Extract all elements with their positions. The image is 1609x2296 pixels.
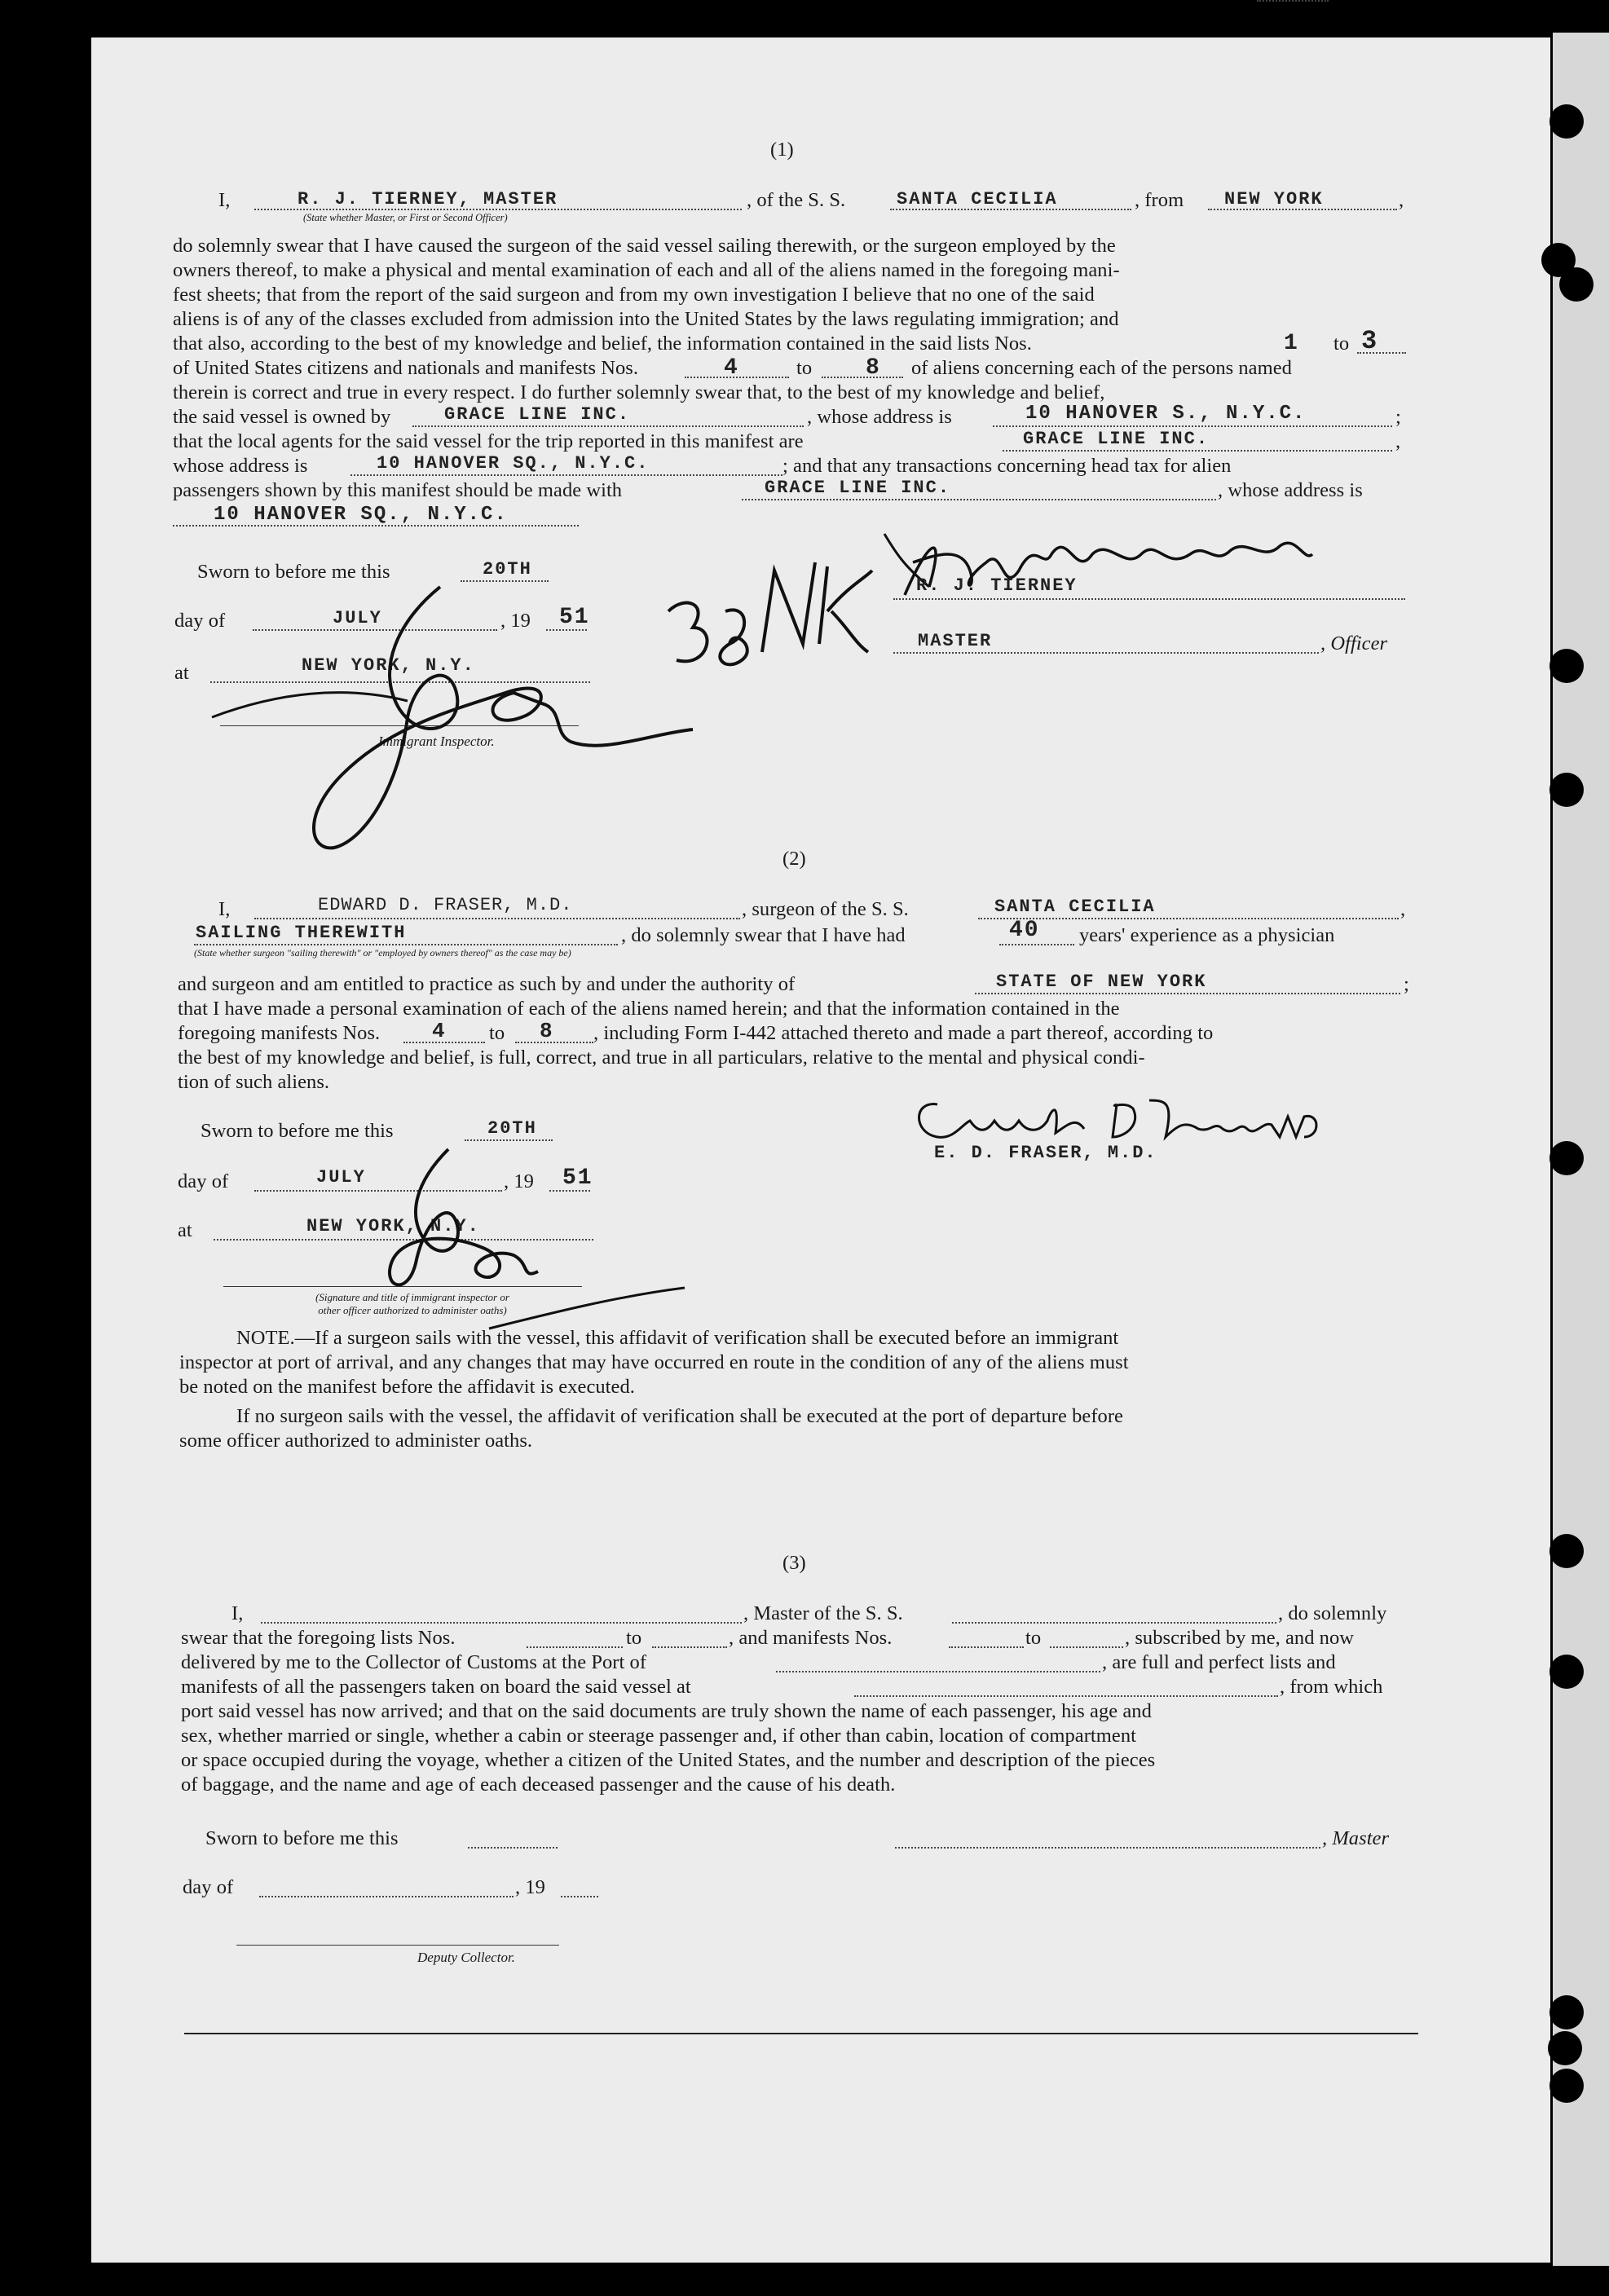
signer-typed-name: R. J. TIERNEY xyxy=(916,575,1078,596)
note-line-1 xyxy=(236,1327,1118,1350)
note-text: —If a surgeon sails with the vessel, this affidavit of verification shall be executed before an immigrant xyxy=(294,1327,1119,1349)
comma: , xyxy=(1395,430,1401,452)
fill-line xyxy=(893,652,1319,654)
punch-hole xyxy=(1548,2031,1582,2065)
lists-to-field: 3 xyxy=(1361,326,1379,356)
section-number: (3) xyxy=(782,1552,806,1574)
manifests-to-field: 8 xyxy=(540,1019,554,1043)
manifests-to-field: 8 xyxy=(866,355,881,381)
fill-line xyxy=(742,499,1216,500)
head-tax-address-field: 10 HANOVER SQ., N.Y.C. xyxy=(214,504,508,526)
paragraph-line: passengers shown by this manifest should be made with xyxy=(173,479,623,501)
year-prefix: , 19 xyxy=(515,1876,545,1898)
punch-hole xyxy=(1549,2069,1584,2103)
line-text: delivered by me to the Collector of Customs at the Port of xyxy=(181,1651,647,1673)
place-field: NEW YORK, N.Y. xyxy=(306,1216,480,1236)
sworn-day-field: 20TH xyxy=(487,1118,537,1139)
including-text: , including Form I-442 attached thereto and made a part thereof, according to xyxy=(593,1022,1214,1044)
paragraph-line: therein is correct and true in every respect. I do further solemnly swear that, to the best of my knowledge and belief, xyxy=(173,381,1105,403)
head-tax-text: ; and that any transactions concerning head tax for alien xyxy=(782,455,1232,477)
year-field: 51 xyxy=(559,605,590,630)
authority-field: STATE OF NEW YORK xyxy=(996,972,1207,992)
line-text: , from which xyxy=(1280,1676,1383,1698)
paragraph-line: and surgeon and am entitled to practice as such by and under the authority of xyxy=(178,973,796,995)
ship-name-field: SANTA CECILIA xyxy=(994,897,1156,917)
day-of-label: day of xyxy=(174,610,226,632)
to-label: to xyxy=(626,1627,642,1649)
surgeon-name-field: EDWARD D. FRASER, M.D. xyxy=(318,895,573,915)
punch-hole xyxy=(1549,1141,1584,1175)
fill-line xyxy=(194,944,618,945)
at-label: at xyxy=(178,1219,192,1241)
surgeon-typed-name: E. D. FRASER, M.D. xyxy=(934,1143,1157,1163)
of-ss-label: , of the S. S. xyxy=(747,189,846,211)
signature-note: other officer authorized to administer oaths) xyxy=(318,1304,507,1316)
sailing-field: SAILING THEREWITH xyxy=(196,923,407,943)
deputy-label: Deputy Collector. xyxy=(417,1950,515,1965)
note-line: be noted on the manifest before the affidavit is executed. xyxy=(179,1376,635,1398)
do-solemnly-label: , do solemnly xyxy=(1278,1602,1387,1624)
sworn-label: Sworn to before me this xyxy=(201,1120,394,1142)
signature-line xyxy=(236,1945,559,1946)
paragraph-line: the said vessel is owned by xyxy=(173,406,391,428)
paragraph-line: the best of my knowledge and belief, is full, correct, and true in all particulars, relative to the mental and physical condi- xyxy=(178,1047,1145,1069)
paragraph-line: whose address is xyxy=(173,455,308,477)
bottom-rule xyxy=(184,2033,1418,2034)
fill-line xyxy=(893,598,1405,600)
paragraph-line: sex, whether married or single, whether a cabin or steerage passenger and, if other than cabin, location of compartment xyxy=(181,1725,1136,1747)
fill-line xyxy=(527,1646,623,1648)
fill-line xyxy=(468,1847,558,1849)
years-exp-label: years' experience as a physician xyxy=(1079,924,1335,946)
paragraph-line: port said vessel has now arrived; and that on the said documents are truly shown the name of each passenger, his age and xyxy=(181,1700,1152,1722)
paragraph-line: that the local agents for the said vessel for the trip reported in this manifest are xyxy=(173,430,804,452)
of-aliens-text: of aliens concerning each of the persons named xyxy=(911,357,1292,379)
agents-field: GRACE LINE INC. xyxy=(1023,429,1210,449)
punch-hole xyxy=(1549,773,1584,807)
section-number: (1) xyxy=(770,139,794,161)
inspector-signature-2 xyxy=(326,1141,750,1345)
paragraph-line: that also, according to the best of my knowledge and belief, the information contained in the said lists Nos. xyxy=(173,333,1032,355)
signer-title: MASTER xyxy=(918,631,993,651)
inspector-signature xyxy=(277,571,701,864)
fill-line xyxy=(978,918,1399,919)
paragraph-line: of baggage, and the name and age of each deceased passenger and the cause of his death. xyxy=(181,1774,896,1796)
fill-line xyxy=(975,993,1400,994)
year-prefix: , 19 xyxy=(500,610,531,632)
i-label: I, xyxy=(231,1602,244,1624)
sworn-label: Sworn to before me this xyxy=(205,1827,399,1849)
manifests-from-field: 4 xyxy=(432,1019,447,1043)
fill-line xyxy=(515,1042,593,1043)
comma: , xyxy=(1399,189,1404,211)
i-label: I, xyxy=(218,898,231,920)
punch-hole xyxy=(1549,104,1584,139)
paragraph-line: that I have made a personal examination of each of the aliens named herein; and that the information contained in the xyxy=(178,998,1120,1020)
fill-line xyxy=(822,377,903,378)
note-line: inspector at port of arrival, and any changes that may have occurred en route in the condition of any of the aliens must xyxy=(179,1351,1129,1373)
i-label: I, xyxy=(218,189,231,211)
paragraph-line: do solemnly swear that I have caused the surgeon of the said vessel sailing therewith, or the surgeon employed by the xyxy=(173,235,1116,257)
sworn-label: Sworn to before me this xyxy=(197,561,390,583)
fill-line xyxy=(949,1646,1024,1648)
paragraph-line: owners thereof, to make a physical and mental examination of each and all of the aliens named in the foregoing mani- xyxy=(173,259,1120,281)
month-field: JULY xyxy=(333,608,382,628)
line-text: , and manifests Nos. xyxy=(729,1627,893,1649)
master-name-field: R. J. TIERNEY, MASTER xyxy=(298,189,558,209)
semicolon: ; xyxy=(1395,406,1401,428)
owner-field: GRACE LINE INC. xyxy=(444,404,631,425)
paragraph-line: tion of such aliens. xyxy=(178,1071,330,1093)
punch-hole xyxy=(1549,1534,1584,1568)
line-text: , subscribed by me, and now xyxy=(1125,1627,1355,1649)
year-field: 51 xyxy=(562,1166,593,1191)
fill-line xyxy=(652,1646,727,1648)
ship-name-field: SANTA CECILIA xyxy=(897,189,1058,209)
manifests-from-field: 4 xyxy=(724,355,739,381)
comma: , xyxy=(1400,898,1406,920)
fill-line xyxy=(1257,0,1329,2)
head-tax-with-field: GRACE LINE INC. xyxy=(765,478,951,498)
fill-line xyxy=(993,425,1392,427)
at-label: at xyxy=(174,662,189,684)
paragraph-line: of United States citizens and nationals and manifests Nos. xyxy=(173,357,639,379)
line-text: swear that the foregoing lists Nos. xyxy=(181,1627,456,1649)
semicolon: ; xyxy=(1404,973,1409,995)
paragraph-line: aliens is of any of the classes excluded from admission into the United States by the laws regulating immigration; and xyxy=(173,308,1119,330)
state-note: (State whether Master, or First or Second Officer) xyxy=(303,212,508,223)
day-of-label: day of xyxy=(178,1170,229,1192)
note-line: some officer authorized to administer oaths. xyxy=(179,1430,533,1452)
signature-note: (Signature and title of immigrant inspector or xyxy=(315,1291,509,1303)
surgeon-of-label: , surgeon of the S. S. xyxy=(742,898,909,920)
fill-line xyxy=(776,1671,1100,1672)
to-label: to xyxy=(796,357,813,379)
fill-line xyxy=(952,1622,1276,1624)
note-label: NOTE. xyxy=(236,1327,295,1349)
whose-address-label: , whose address is xyxy=(1218,479,1363,501)
line-text: , are full and perfect lists and xyxy=(1102,1651,1336,1673)
inspector-label: Immigrant Inspector. xyxy=(378,734,495,749)
paragraph-line: foregoing manifests Nos. xyxy=(178,1022,381,1044)
swear-exp-label: , do solemnly swear that I have had xyxy=(621,924,906,946)
master-of-label: , Master of the S. S. xyxy=(743,1602,903,1624)
paragraph-line: or space occupied during the voyage, whether a citizen of the United States, and the number and description of the pieces xyxy=(181,1749,1156,1771)
month-field: JULY xyxy=(316,1167,366,1188)
punch-hole xyxy=(1559,267,1594,302)
fill-line xyxy=(412,425,804,427)
handwritten-note-38nk xyxy=(652,554,880,676)
fill-line xyxy=(350,474,782,476)
port-from-field: NEW YORK xyxy=(1224,189,1324,209)
to-label: to xyxy=(1025,1627,1042,1649)
fill-line xyxy=(1003,450,1392,452)
master-label: , Master xyxy=(1322,1827,1390,1849)
surgeon-signature xyxy=(905,1092,1329,1149)
punch-hole xyxy=(1549,649,1584,683)
address-label: , whose address is xyxy=(807,406,952,428)
to-label: to xyxy=(489,1022,505,1044)
sailing-note: (State whether surgeon "sailing therewith" or "employed by owners thereof" as the case may be) xyxy=(194,947,571,959)
fill-line xyxy=(254,918,740,919)
sworn-day-field: 20TH xyxy=(483,559,532,580)
year-prefix: , 19 xyxy=(504,1170,534,1192)
owner-address-field: 10 HANOVER S., N.Y.C. xyxy=(1025,403,1307,425)
fill-line xyxy=(854,1695,1278,1697)
place-field: NEW YORK, N.Y. xyxy=(302,655,475,676)
fill-line xyxy=(1050,1646,1123,1648)
from-label: , from xyxy=(1135,189,1184,211)
fill-line xyxy=(895,1847,1320,1849)
officer-label: , Officer xyxy=(1320,632,1388,654)
fill-line xyxy=(999,944,1074,945)
lists-from-field: 1 xyxy=(1284,331,1299,356)
fill-line xyxy=(261,1622,742,1624)
binder-strip xyxy=(1553,33,1609,2266)
section-number: (2) xyxy=(782,848,806,870)
line-text: manifests of all the passengers taken on board the said vessel at xyxy=(181,1676,691,1698)
years-field: 40 xyxy=(1009,918,1040,943)
fill-line xyxy=(259,1896,514,1897)
fill-line xyxy=(561,1896,598,1897)
note-line: If no surgeon sails with the vessel, the affidavit of verification shall be executed at the port of departure before xyxy=(236,1405,1123,1427)
punch-hole xyxy=(1549,1995,1584,2029)
day-of-label: day of xyxy=(183,1876,234,1898)
to-label: to xyxy=(1333,333,1350,355)
paragraph-line: fest sheets; that from the report of the said surgeon and from my own investigation I believe that no one of the said xyxy=(173,284,1095,306)
punch-hole xyxy=(1549,1655,1584,1689)
agent-address-field: 10 HANOVER SQ., N.Y.C. xyxy=(377,453,650,474)
